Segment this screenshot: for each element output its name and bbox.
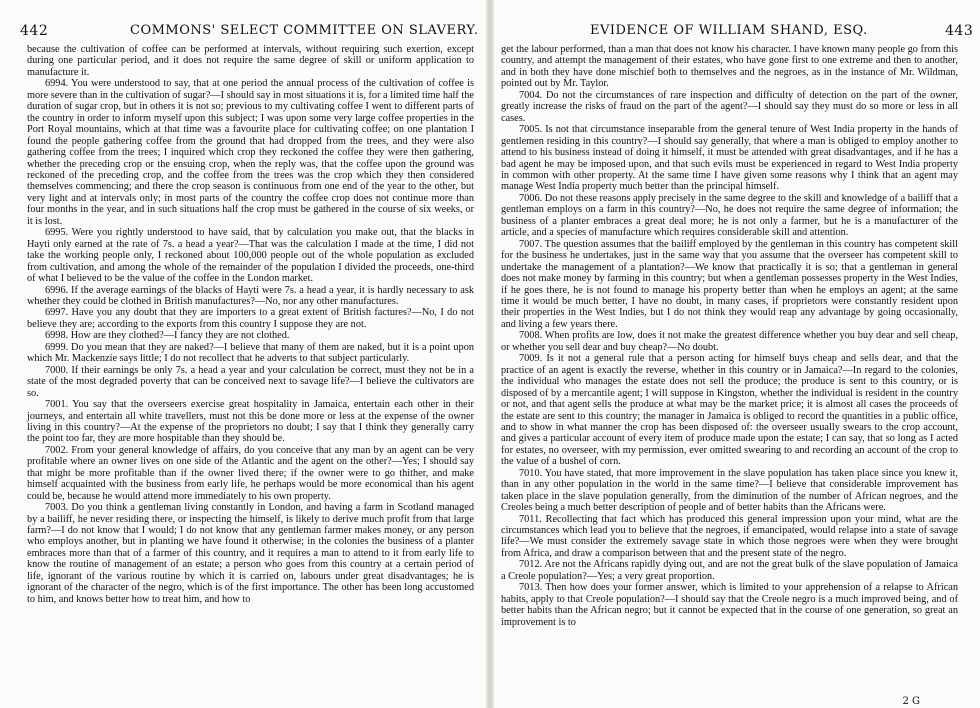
right-page-number: 443 — [945, 23, 974, 39]
left-page-text — [27, 44, 474, 605]
paragraph: 7005. Is not that circumstance inseparable from the general tenure of West India property in the hands of gentlemen residing in this country?—I should say generally, that where a man is obliged to employ another to attend to his business instead of doing it himself, it must be attended with great disadvantages, and if he has a bad agent he may be imposed upon, and that such evils must be experienced in regard to West India property in common with other property. At the same time I have given some reasons why I think that an agent may manage West India property much better than the principal himself. — [501, 124, 958, 193]
paragraph: 7002. From your general knowledge of affairs, do you conceive that any man by an agent can be very profitable where an owner lives on one side of the Atlantic and the agent on the other?—Yes; I should say that might be more profitable than if the owner lived there; if the owner were to go thither, and make himself acquainted with the business from early life, he perhaps would be more economical than his agent could be, because he would attend more immediately to his own property. — [27, 444, 474, 502]
right-running-head: EVIDENCE OF WILLIAM SHAND, ESQ. — [590, 23, 868, 38]
left-page-number: 442 — [20, 23, 49, 39]
paragraph: because the cultivation of coffee can be performed at intervals, without requiring such exertion, except during one particular period, and it does not require the same degree of skill or uniform application to manufacture it. — [27, 44, 474, 78]
paragraph: 6998. How are they clothed?—I fancy they are not clothed. — [45, 330, 290, 342]
left-running-head: COMMONS' SELECT COMMITTEE ON SLAVERY. — [130, 23, 479, 38]
right-page-text — [501, 44, 958, 628]
paragraph: 7009. Is it not a general rule that a person acting for himself buys cheap and sells dear, and that the practice of an agent is exactly the reverse, whether in this country or in Jamaica?—In regard to the colonies, the individual who manages the estate does not sell the produce; the produce is sent to this country, or is disposed of by a mercantile agent; I will suppose in Kingston, whether the individual is resident in the country or not, and that agent sells the produce at what may be the market price; it is almost all cases the proceeds of the estate are sent to this country; the manager in Jamaica is obliged to record the quantities in a public office, and to show in what manner the crop has been disposed of: the overseer usually swears to the crop account, and gives a particular account of every item of produce made upon the estate; I can say, that so long as I acted for estates, no overseer, with my permission, ever omitted swearing to and recording an account of the crop to the value of a bushel of corn. — [501, 353, 958, 468]
paragraph: 7000. If their earnings be only 7s. a head a year and your calculation be correct, must they not be in a state of the most degraded poverty that can be conceived next to savage life?—I believe the cultivators are so. — [27, 364, 474, 399]
paragraph: 7012. Are not the Africans rapidly dying out, and are not the great bulk of the slave population of Jamaica a Creole population?—Yes; a very great proportion. — [501, 559, 958, 582]
paragraph: 7004. Do not the circumstances of rare inspection and difficulty of detection on the part of the owner, greatly increase the risks of fraud on the part of the agent?—I should say they must do so more or less in all cases. — [501, 89, 958, 124]
signature-mark: 2 G — [902, 696, 920, 707]
paragraph: 7011. Recollecting that fact which has produced this general impression upon your mind, what are the circumstances which lead you to believe that the negroes, if emancipated, would relapse into a state of savage life?—We must consider the extremely savage state in which those negroes were when they were brought from Africa, and draw a comparison between that and the present state of the negro. — [501, 513, 958, 559]
paragraph: 6996. If the average earnings of the blacks of Hayti were 7s. a head a year, it is hardly necessary to ask whether they could be clothed in British manufactures?—No, nor any other manufactures. — [27, 284, 474, 307]
paragraph: 7007. The question assumes that the bailiff employed by the gentleman in this country has competent skill for the business he undertakes, just in the same way that you assume that the overseer has competent skill to undertake the management of a plantation?—We know that practically it is so; that a gentleman in general does not make money by farming in this country; but when a gentleman possesses property in the West Indies, if he goes there, he is not found to manage his property better than when he employs an agent; at the same time it would be much better, I have no doubt, in many cases, if proprietors were constantly resident upon their properties in the West Indies, but I do not think they would reap any advantage by going occasionally, and living a few years there. — [501, 238, 958, 330]
paragraph: 7003. Do you think a gentleman living constantly in London, and having a farm in Scotland managed by a bailiff, he never residing there, or inspecting the himself, is likely to derive much profit from that large farm?—I do not know that I would; I do not know that any gentleman farmer makes money, or any person who employs another, but in planting we have found it otherwise; in the colonies the business of a planter embraces more than that of a farmer of this country, and it requires a man to attend to it from early life to know the routine of management of an estate; a person who goes from this country at a certain period of life, ignorant of the various routine by which it is carried on, labours under great disadvantages; he is ignorant of the character of the negro, which is of the first importance. The other has been long accustomed to him, and knows better how to treat him, and how to — [27, 502, 474, 605]
paragraph: 6995. Were you rightly understood to have said, that by calculation you make out, that the blacks in Hayti only earned at the rate of 7s. a head a year?—That was the calculation I made at the time, I did not take the working people only, I reckoned about 100,000 people out of the whole population as excluded from cultivation, and among the whole of the remainder of the population I divided the proceeds, one-third of what I believed to be the value of the coffee in the London market. — [27, 227, 474, 285]
paragraph: 7006. Do not these reasons apply precisely in the same degree to the skill and knowledge of a bailiff that a gentleman employs on a farm in this country?—No, he does not require the same degree of information; the business of a planter embraces a great deal more; he is not only a farmer, but he is a manufacturer of the article, and a species of manufacture which requires considerable skill and attention. — [501, 192, 958, 239]
paragraph: 6994. You were understood to say, that at one period the annual process of the cultivation of coffee is more severe than in the cultivation of sugar?—I should say in most situations it is, for a limited time half the duration of sugar crop, but in others it is not so; previous to my cultivating coffee I went to different parts of the country in order to inform myself upon this subject; I was upon some very large coffee properties in the Port Royal mountains, which at that time was a favourite place for cultivating coffee; on one plantation I found the people gathering coffee from the ground that had dropped from the trees, and they were also gathering coffee from the trees; I inquired which crop they reckoned the coffee they were then gathering, whether the preceding crop or the ensuing crop, when the reply was, that the coffee upon the ground was reckoned of the preceding crop, and the coffee from the trees was the crop which they then considered themselves commencing; and there the crop season is continuous from one end of the year to the other, but very light and at intervals only; in most parts of the country the coffee crop does not continue more than four months in the year, and in such situations half the crop must be gathered in the course of six weeks, or it is lost. — [27, 78, 474, 227]
paragraph: 7001. You say that the overseers exercise great hospitality in Jamaica, entertain each other in their journeys, and entertain all white travellers, must not this be done more or less at the expense of the owner living in this country?—At the expense of the proprietors no doubt; I say that I think they generally carry the point too far, they are more hospitable than they should be. — [27, 399, 474, 445]
paragraph: 7008. When profits are low, does it not make the greatest difference whether you buy dear and sell cheap, or whether you sell dear and buy cheap?—No doubt. — [501, 330, 958, 353]
right-page — [490, 0, 980, 708]
paragraph: 6997. Have you any doubt that they are importers to a great extent of British factures?—No, I do not believe they are; according to the exports from this country I suppose they are not. — [27, 307, 474, 330]
paragraph: get the labour performed, than a man that does not know his character. I have known many people go from this country, and attempt the management of their estates, who have gone first to one extreme and then to another, and in both they have done mischief both to themselves and the negroes, as in the instance of Mr. Wildman, pointed out by Mr. Taylor. — [501, 44, 958, 90]
paragraph: 7013. Then how does your former answer, which is limited to your apprehension of a relapse to African habits, apply to that Creole population?—I should say that the Creole negro is a much improved being, and of better habits than the African negro; but it cannot be expected that in the course of one generation, so great an improvement is to — [501, 582, 958, 628]
paragraph: 6999. Do you mean that they are naked?—I believe that many of them are naked, but it is a point upon which Mr. Mackenzie says little; I do not recollect that he adverts to that subject particularly. — [27, 341, 474, 365]
paragraph: 7010. You have stated, that more improvement in the slave population has taken place since you knew it, than in any other population in the world in the same time?—I believe that considerable improvement has taken place in the slave population generally, from the diminution of the number of African negroes, and the Creoles being a much better description of people and of better habits than the Africans were. — [501, 467, 958, 514]
